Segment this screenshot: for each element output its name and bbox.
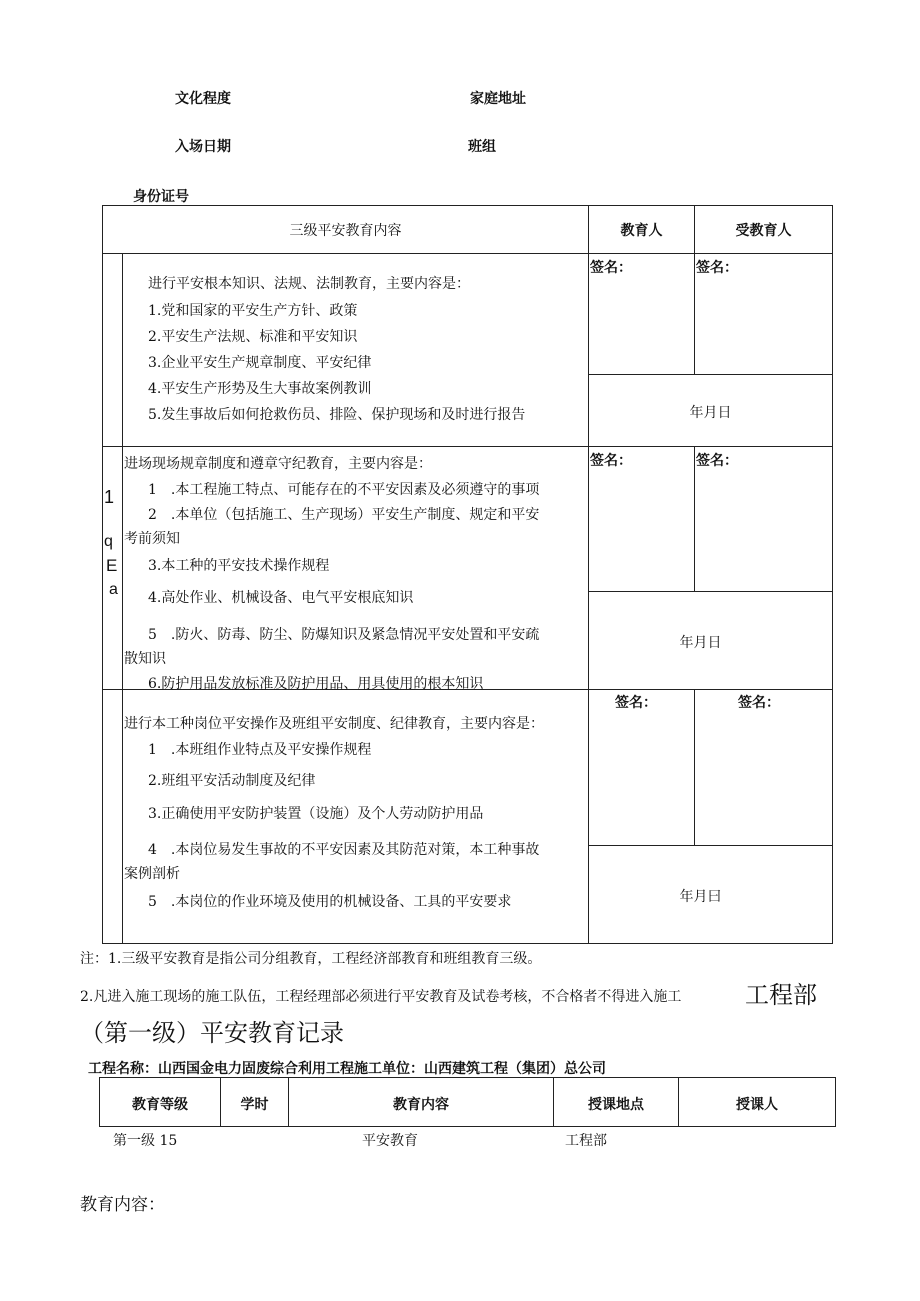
header-location: 授课地点 <box>588 1097 644 1113</box>
team-label: 班组 <box>468 139 496 155</box>
education-level-label: 文化程度 <box>175 91 231 107</box>
list-item: 1.党和国家的平安生产方针、政策 <box>148 303 358 319</box>
list-item: 5 .防火、防毒、防尘、防爆知识及紧急情况平安处置和平安疏 <box>148 627 540 643</box>
id-number-label: 身份证号 <box>133 189 189 205</box>
header-education-level: 教育等级 <box>132 1097 188 1113</box>
side-mark: a <box>109 581 118 598</box>
list-item: 2 .本单位（包括施工、生产现场）平安生产制度、规定和平安 <box>148 507 540 523</box>
content-label: 教育内容： <box>80 1195 165 1215</box>
list-item: 考前须知 <box>124 531 180 547</box>
section-intro: 进行本工种岗位平安操作及班组平安制度、纪律教育，主要内容是： <box>124 716 544 732</box>
project-info: 工程名称：山西国金电力固废综合利用工程施工单位：山西建筑工程（集团）总公司 <box>88 1061 606 1077</box>
educator-signature-label: 签名： <box>590 453 632 469</box>
entry-date-label: 入场日期 <box>175 139 231 155</box>
col-educator-header: 教育人 <box>620 223 663 239</box>
list-item: 4 .本岗位易发生事故的不平安因素及其防范对策，本工种事故 <box>148 842 540 858</box>
side-mark: 1 <box>104 487 115 507</box>
side-mark: q <box>104 533 113 550</box>
row-content: 平安教育 <box>362 1133 418 1149</box>
list-item: 3.企业平安生产规章制度、平安纪律 <box>148 355 372 371</box>
educatee-signature-label: 签名： <box>696 453 738 469</box>
educator-signature-label: 签名： <box>590 260 632 276</box>
educator-signature-label: 签名： <box>615 695 657 711</box>
col-content-header: 三级平安教育内容 <box>289 223 402 239</box>
side-mark: E <box>106 556 118 575</box>
date-field: 年月日 <box>689 405 732 421</box>
list-item: 1 .本工程施工特点、可能存在的不平安因素及必须遵守的事项 <box>148 482 540 498</box>
header-content: 教育内容 <box>393 1097 449 1113</box>
educatee-signature-label: 签名： <box>738 695 780 711</box>
educatee-signature-label: 签名： <box>696 260 738 276</box>
list-item: 散知识 <box>124 651 166 667</box>
list-item: 6.防护用品发放标准及防护用品、用具使用的根本知识 <box>148 676 484 692</box>
section-intro: 进场现场规章制度和遵章守纪教育，主要内容是： <box>124 456 432 472</box>
row-level-hours: 第一级 15 <box>113 1133 178 1149</box>
date-field: 年月曰 <box>679 889 722 905</box>
header-instructor: 授课人 <box>736 1097 778 1113</box>
list-item: 2.平安生产法规、标准和平安知识 <box>148 329 358 345</box>
date-field: 年月日 <box>679 635 722 651</box>
note-2: 2.凡进入施工现场的施工队伍，工程经理部必须进行平安教育及试卷考核，不合格者不得进入施工 <box>80 989 682 1005</box>
home-address-label: 家庭地址 <box>470 91 526 107</box>
list-item: 3.本工种的平安技术操作规程 <box>148 558 330 574</box>
row-location: 工程部 <box>565 1133 607 1149</box>
list-item: 1 .本班组作业特点及平安操作规程 <box>148 742 372 758</box>
note-2-tail: 工程部 <box>745 981 817 1009</box>
list-item: 5 .本岗位的作业环境及使用的机械设备、工具的平安要求 <box>148 894 512 910</box>
list-item: 4.高处作业、机械设备、电气平安根底知识 <box>148 590 414 606</box>
list-item: 3.正确使用平安防护装置（设施）及个人劳动防护用品 <box>148 806 484 822</box>
section-intro: 进行平安根本知识、法规、法制教育，主要内容是： <box>148 276 470 292</box>
note-1: 注：1.三级平安教育是指公司分组教育，工程经济部教育和班组教育三级。 <box>80 951 542 967</box>
list-item: 4.平安生产形势及生大事故案例教训 <box>148 381 372 397</box>
col-educatee-header: 受教育人 <box>735 223 792 239</box>
list-item: 5.发生事故后如何抢救伤员、排险、保护现场和及时进行报告 <box>148 407 526 423</box>
list-item: 案例剖析 <box>124 866 180 882</box>
header-hours: 学时 <box>240 1097 269 1113</box>
record-title: （第一级）平安教育记录 <box>80 1019 344 1047</box>
list-item: 2.班组平安活动制度及纪律 <box>148 773 316 789</box>
